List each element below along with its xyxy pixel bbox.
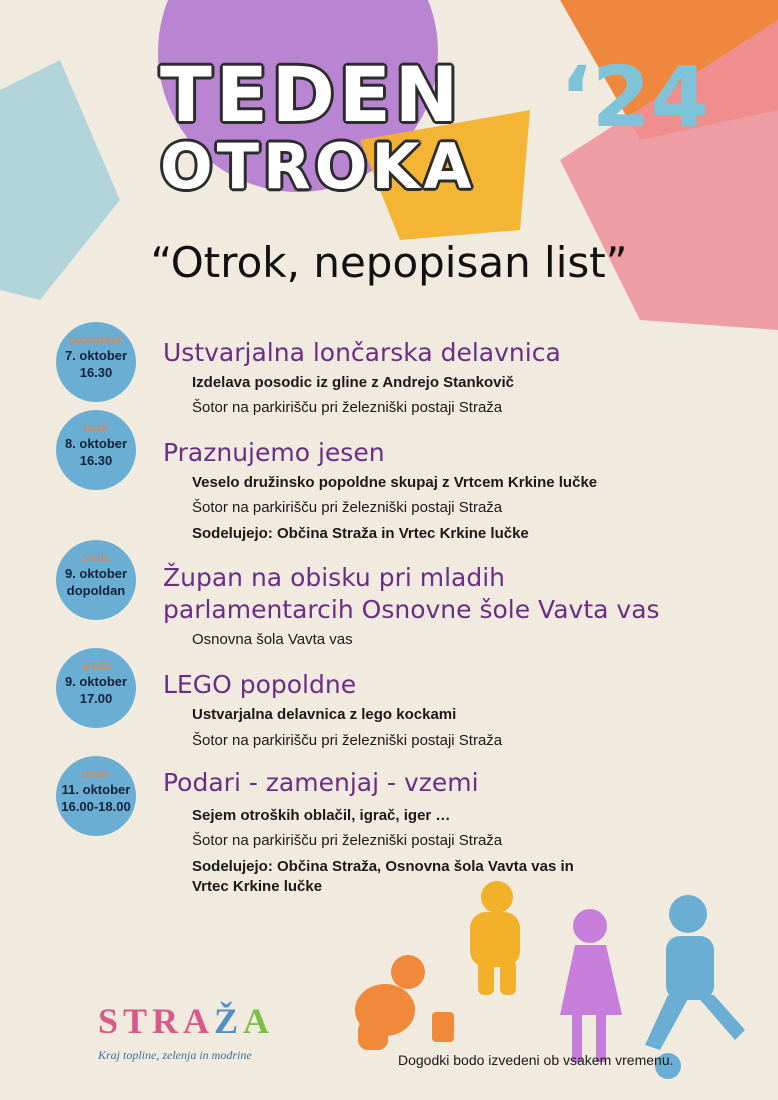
event-1-day: ponedeljek [69,334,123,346]
straza-logo: STRAŽA [98,1001,275,1041]
event-5-time: 16.00-18.00 [61,799,131,814]
event-4-title: LEGO popoldne [163,670,357,699]
event-2-date: 8. oktober [64,436,128,451]
event-1-line-1: Izdelava posodic iz gline z Andrejo Stankovič [192,374,515,391]
event-2-time: 16.30 [79,453,113,468]
title-line-2: OTROKA [160,130,476,203]
event-5-day: petek [82,768,110,780]
event-2-title: Praznujemo jesen [163,438,385,467]
event-1-date-badge [56,322,136,402]
event-2-line-3: Sodelujejo: Občina Straža in Vrtec Krkine lučke [192,525,529,542]
event-3-line-1: Osnovna šola Vavta vas [192,631,353,648]
title-line-1: TEDEN [160,50,463,139]
event-1-date: 7. oktober [64,348,128,363]
logo-slogan: Kraj topline, zelenja in modrine [98,1048,252,1062]
event-5-date-badge [56,756,136,836]
title-year: ‘24 [560,48,709,146]
event-1-time: 16.30 [79,365,113,380]
event-3-date: 9. oktober [64,566,128,581]
weather-note: Dogodki bodo izvedeni ob vsakem vremenu. [398,1052,674,1068]
event-2-line-1: Veselo družinsko popoldne skupaj z Vrtcem Krkine lučke [192,474,598,491]
children-silhouettes [355,881,745,1079]
event-3-day: sreda [82,552,110,564]
event-3-title-line-2: parlamentarcih Osnovne šole Vavta vas [163,595,660,624]
child-yellow-silhouette [470,881,520,995]
event-5-title: Podari - zamenjaj - vzemi [163,768,479,797]
event-3-time: dopoldan [66,583,126,598]
event-5-date: 11. oktober [61,782,131,797]
event-2-line-2: Šotor na parkirišču pri železniški postaji Straža [192,499,503,516]
event-4-line-1: Ustvarjalna delavnica z lego kockami [192,706,457,723]
event-1-line-2: Šotor na parkirišču pri železniški postaji Straža [192,399,503,416]
child-purple-silhouette [560,909,622,1062]
event-5-line-3: Sodelujejo: Občina Straža, Osnovna šola Vavta vas in [192,858,574,875]
event-2-date-badge [56,410,136,490]
event-5-line-2: Šotor na parkirišču pri železniški postaji Straža [192,832,503,849]
event-4-day: sreda [82,660,110,672]
event-5-line-4: Vrtec Krkine lučke [192,878,323,895]
event-3-date-badge [56,540,136,620]
child-orange-silhouette [355,955,454,1050]
event-5-line-1: Sejem otroških oblačil, igrač, iger … [192,807,451,824]
event-4-line-2: Šotor na parkirišču pri železniški postaji Straža [192,732,503,749]
motto: “Otrok, nepopisan list” [150,238,628,287]
event-4-time: 17.00 [79,691,113,706]
event-3-title: Župan na obisku pri mladih [163,563,506,592]
event-4-date-badge [56,648,136,728]
event-2-day: torek [83,422,109,434]
event-4-date: 9. oktober [64,674,128,689]
event-1-title: Ustvarjalna lončarska delavnica [163,338,561,367]
